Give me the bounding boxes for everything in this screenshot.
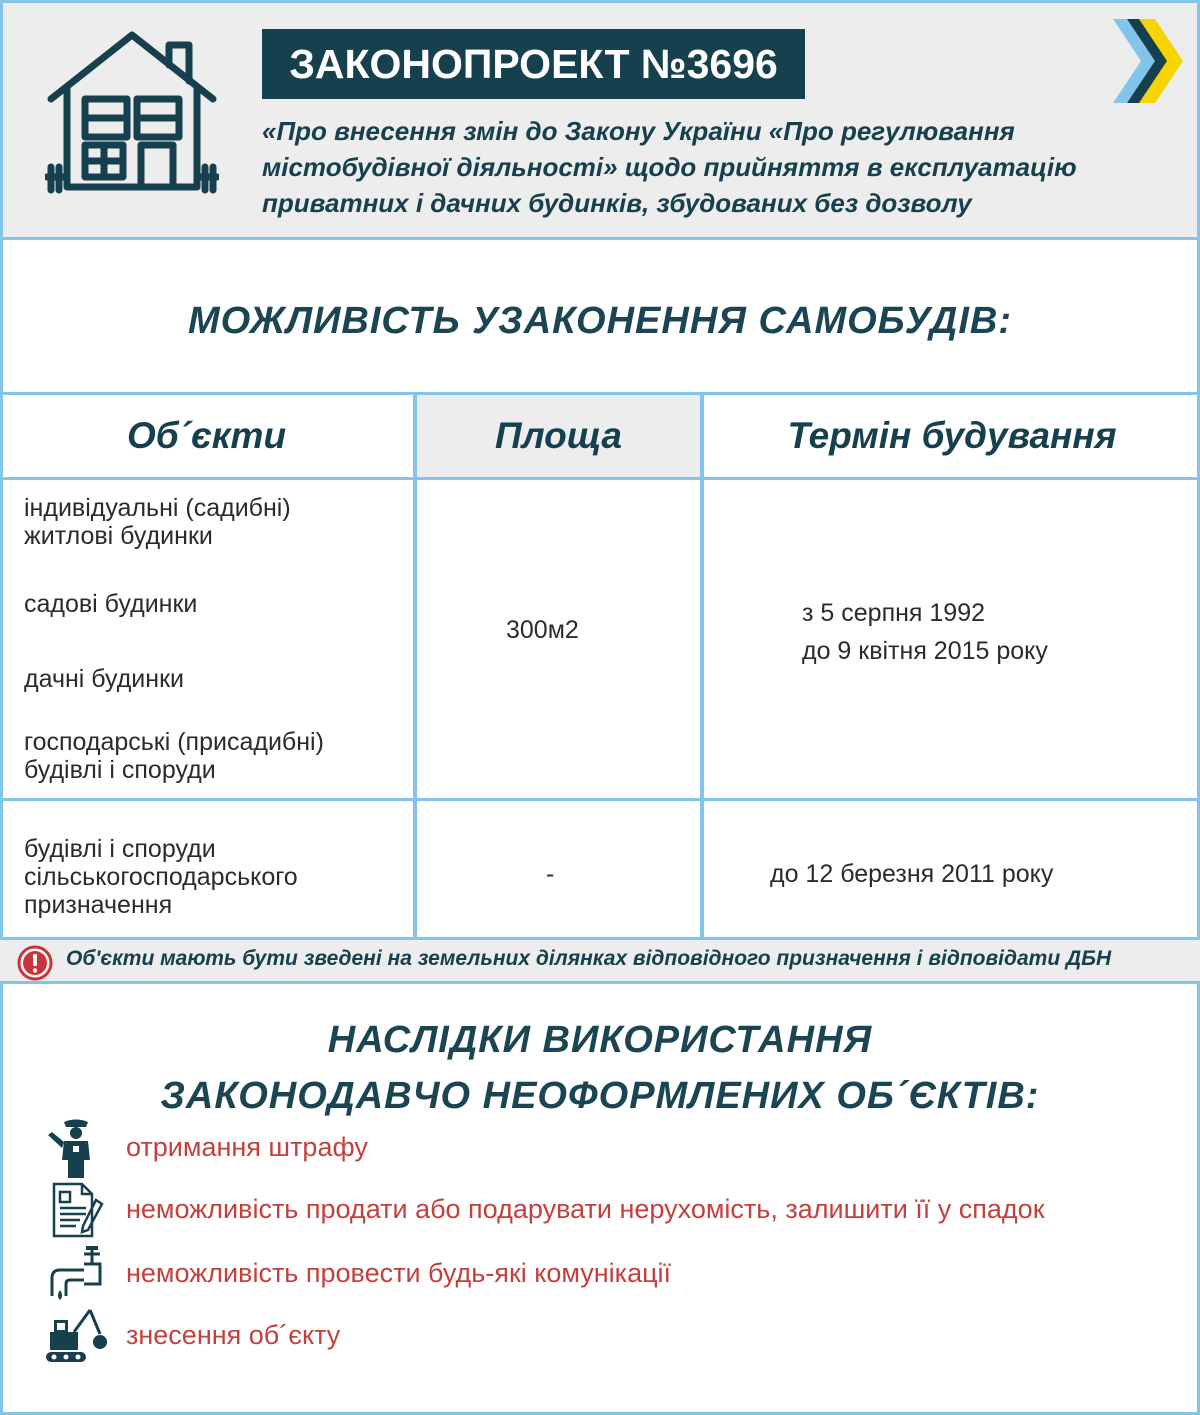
warning-text: Об'єкти мають бути зведені на земельних ділянках відповідного призначення і відповідати ДБН <box>66 947 1112 970</box>
bill-title: ЗАКОНОПРОЕКТ №3696 <box>262 29 805 99</box>
cell-line: сільськогосподарського <box>24 863 298 891</box>
section-title-legalization: МОЖЛИВІСТЬ УЗАКОНЕННЯ САМОБУДІВ: <box>187 300 1013 342</box>
table-cell-object <box>24 494 291 550</box>
cell-line: будівлі і споруди <box>24 756 216 784</box>
cell-line: до 9 квітня 2015 року <box>802 637 1048 665</box>
table-cell-object: дачні будинки <box>24 665 184 693</box>
consequence-item <box>40 1244 1160 1304</box>
title-line: ЗАКОНОДАВЧО НЕОФОРМЛЕНИХ ОБ´ЄКТІВ: <box>160 1075 1040 1117</box>
subtitle-line: містобудівної діяльності» щодо прийняття в експлуатацію <box>262 152 1077 182</box>
table-border <box>0 477 1200 480</box>
exclamation-icon <box>17 945 53 981</box>
consequence-item <box>40 1306 1160 1366</box>
consequence-text: знесення об´єкту <box>126 1320 341 1350</box>
table-border <box>413 392 417 940</box>
cell-line: з 5 серпня 1992 <box>802 599 986 627</box>
consequence-text: неможливість продати або подарувати нерухомість, залишити її у спадок <box>126 1194 1045 1224</box>
table-cell-object: садові будинки <box>24 590 198 618</box>
consequence-item <box>40 1118 1160 1178</box>
chevron-logo-icon <box>1113 17 1183 105</box>
house-icon <box>45 27 219 197</box>
table-cell-term: до 12 березня 2011 року <box>770 860 1054 888</box>
warning-strip <box>0 940 1200 984</box>
table-cell-object <box>24 835 298 919</box>
header <box>3 3 1197 240</box>
police-officer-icon <box>40 1118 110 1178</box>
subtitle-line: «Про внесення змін до Закону України «Про регулювання <box>262 116 1015 146</box>
consequence-text: отримання штрафу <box>126 1132 368 1162</box>
section-title-consequences <box>0 1012 1200 1124</box>
cell-line: житлові будинки <box>24 522 213 550</box>
cell-line: господарські (присадибні) <box>24 728 324 756</box>
cell-line: призначення <box>24 891 173 919</box>
column-header-term: Термін будування <box>787 415 1117 456</box>
column-header-area: Площа <box>417 395 700 477</box>
consequence-item <box>40 1180 1160 1240</box>
title-line: НАСЛІДКИ ВИКОРИСТАННЯ <box>327 1019 873 1061</box>
consequence-text: неможливість провести будь-які комунікації <box>126 1258 672 1288</box>
bill-subtitle <box>262 113 1122 221</box>
table-border <box>0 798 1200 801</box>
document-icon <box>40 1180 110 1240</box>
cell-line: будівлі і споруди <box>24 835 216 863</box>
table-cell-area: 300м2 <box>506 616 579 644</box>
column-header-objects: Об´єкти <box>126 415 287 456</box>
table-cell-term <box>802 594 1048 670</box>
excavator-icon <box>40 1306 110 1366</box>
cell-line: індивідуальні (садибні) <box>24 494 291 522</box>
table-cell-area: - <box>546 860 555 888</box>
table-border <box>700 392 704 940</box>
subtitle-line: приватних і дачних будинків, збудованих без дозволу <box>262 188 972 218</box>
pipes-icon <box>40 1244 110 1304</box>
legalization-table <box>0 392 1200 940</box>
table-cell-object <box>24 728 324 784</box>
